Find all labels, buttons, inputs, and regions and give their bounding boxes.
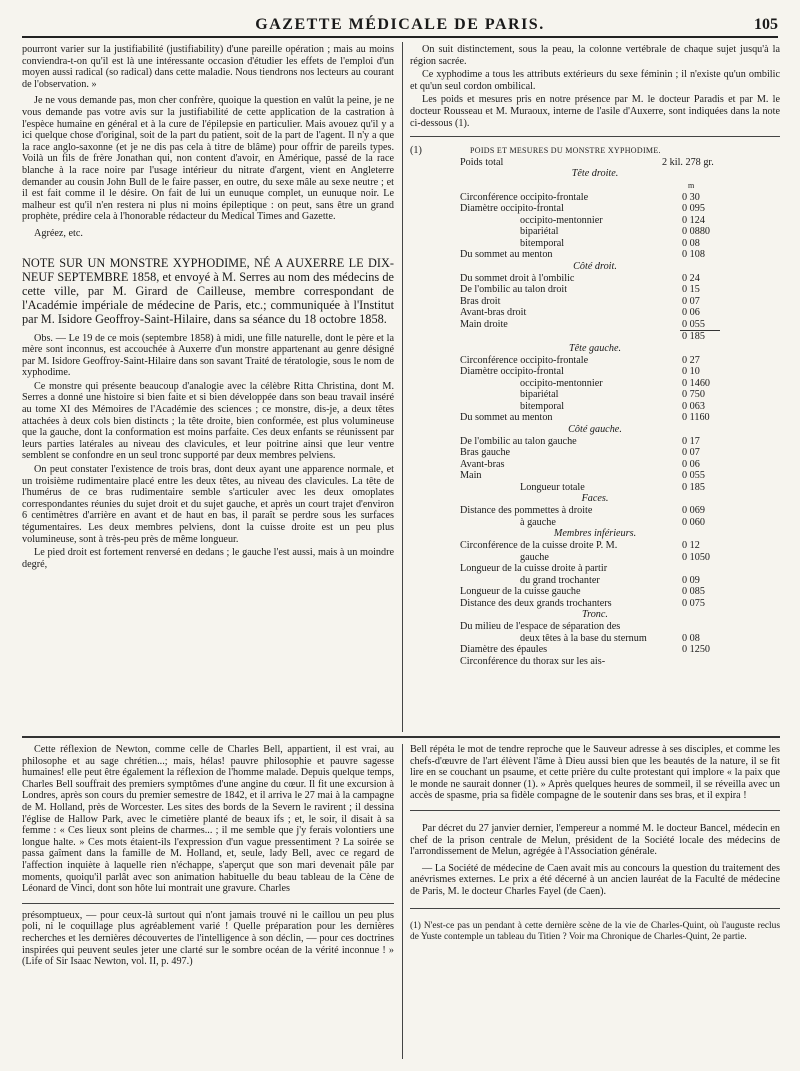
table-row xyxy=(410,389,780,401)
row-label: Diamètre des épaules xyxy=(460,644,548,655)
table-section-heading: Côté droit. xyxy=(573,260,617,272)
paragraph: Bell répéta le mot de tendre reproche que le Sauveur adresse à ses disciples, et comme les chefs-d'œuvre de l'art élèvent l'âme à Dieu aussi bien que les beautés de la nature, il se fit lire en se couchant un psaume, et cette prière du culte protestant qui implore « la paix que le monde ne saurait donner (1). » Après quelques heures de sommeil, il se réveilla avec un accès de spasme, pria sa fidèle compagne de le soutenir dans ses bras, et il expira ! xyxy=(410,744,780,802)
row-value: 0 27 xyxy=(682,354,700,366)
row-label: Longueur totale xyxy=(520,481,585,493)
table-row xyxy=(410,203,780,215)
row-label: Circonférence de la cuisse droite P. M. xyxy=(460,540,618,551)
paragraph: Ce xyphodime a tous les attributs extérieurs du sexe féminin ; il n'existe qu'un ombilic et qu'un seul cordon ombilical. xyxy=(410,69,780,92)
row-label: Poids total xyxy=(460,156,504,168)
row-value: 0 750 xyxy=(682,389,705,400)
feuilleton-right xyxy=(410,744,780,945)
row-value: 0 1050 xyxy=(682,551,711,563)
row-value: 0 06 xyxy=(682,458,700,470)
row-value: 0 124 xyxy=(682,214,705,226)
table-row xyxy=(410,517,780,529)
row-label: occipito-mentonnier xyxy=(520,377,603,389)
row-label: Longueur de la cuisse droite à partir xyxy=(460,563,608,574)
table-row xyxy=(410,192,780,204)
page-header xyxy=(22,14,778,38)
row-value: 0 1250 xyxy=(682,644,711,655)
table-row xyxy=(410,598,780,610)
row-value: 0 08 xyxy=(682,632,700,644)
right-column xyxy=(410,44,780,131)
paragraph: Les poids et mesures pris en notre présence par M. le docteur Paradis et par M. le docteur Rousseau et M. Muraoux, interne de l'asile d'Auxerre, sont indiquées dans la note ci-dessous (1). xyxy=(410,94,780,129)
row-value: 0 09 xyxy=(682,574,700,586)
paragraph: Cette réflexion de Newton, comme celle de Charles Bell, appartient, il est vrai, au philosophe et au sage chrétien...; mais, hélas! pauvre philosophie et pauvre sagesse humaines! elle peut être également la réflexion de l'homme malade. Depuis quelque temps, Charles Bell souffrait des premiers symptômes d'une angine du cœur. Il fit une excursion à Londres, après son cours du premier semestre de 1842, et il arriva le 27 mai à la campagne de M. Holland, près de Worcester. Les sites des bords de la Severn le ravirent ; il dessina l'église de Hallow Park, avec le cimetière planté de beaux ifs ; et, le soir, il disait à sa femme : « Ces lieux sont pleins de charmes... ; il me semble que j'y ferais volontiers une longue halte. » Ces mots étaient-ils l'expression d'un vague pressentiment ? La soirée se passa gaîment dans la famille de M. Holland, et, seule, lady Bell, avec ce regard de l'affection inquiète à laquelle rien n'échappe, s'aperçut que son mari devenait pâle par moments, quoiqu'il parlât avec son animation habituelle du beau tableau de la Cène de Léonard de Vinci, dont son hôte lui montrait une gravure. Charles xyxy=(22,744,394,895)
row-value: 0 08 xyxy=(682,237,700,249)
row-label: bipariétal xyxy=(520,389,559,400)
feuilleton-left xyxy=(22,744,394,970)
row-value: 0 085 xyxy=(682,586,705,597)
row-label: Distance des deux grands trochanters xyxy=(460,597,612,609)
row-value: 0 0880 xyxy=(682,226,711,237)
table-row xyxy=(410,621,780,633)
table-row xyxy=(410,447,780,459)
paragraph: Ce monstre qui présente beaucoup d'analogie avec la célèbre Ritta Christina, dont M. Serres a donné une histoire si bien faite et si bien développée dans son beau travail inséré au tome XI des Mémoires de l'Académie des sciences ; ce monstre, dis-je, a deux têtes attachées à deux cols bien distincts ; la tête droite, bien conformée, est plus volumineuse que la gauche, dont la conformation est moins parfaite. Ces deux enfants se réunissent par leurs parties latérales au niveau des clavicules, et leur poitrine ainsi que leur ventre semblent se confondre en un seul tronc supporté par deux membres pelviens. xyxy=(22,380,394,462)
row-label: Diamètre occipito-frontal xyxy=(460,203,564,214)
feuilleton-separator xyxy=(22,736,780,738)
table-row xyxy=(410,656,780,668)
row-value: 0 108 xyxy=(682,249,705,260)
row-label: Circonférence occipito-frontale xyxy=(460,354,589,366)
table-row xyxy=(410,505,780,517)
row-label: Circonférence occipito-frontale xyxy=(460,191,589,203)
table-row xyxy=(410,319,780,331)
row-value: 0 07 xyxy=(682,295,700,307)
row-value: 0 06 xyxy=(682,307,700,318)
row-value: 2 kil. 278 gr. xyxy=(662,156,714,168)
table-row xyxy=(410,575,780,587)
row-value: 0 075 xyxy=(682,597,705,609)
table-row xyxy=(410,459,780,471)
table-row xyxy=(410,482,780,494)
row-value: 0 15 xyxy=(682,284,700,295)
table-row xyxy=(410,412,780,424)
table-row xyxy=(410,273,780,285)
row-value: 0 055 xyxy=(682,318,705,330)
table-section-heading: Faces. xyxy=(581,493,609,504)
row-value: 0 055 xyxy=(682,470,705,481)
row-label: Main droite xyxy=(460,318,508,330)
table-row xyxy=(410,540,780,552)
row-label: Diamètre occipito-frontal xyxy=(460,366,564,377)
row-label: bitemporal xyxy=(520,237,565,249)
row-value: 0 17 xyxy=(682,435,700,447)
row-label: à gauche xyxy=(520,516,556,528)
table-row xyxy=(410,552,780,564)
row-label: Distance des pommettes à droite xyxy=(460,505,593,516)
row-label: Bras droit xyxy=(460,295,501,307)
row-label: Longueur de la cuisse gauche xyxy=(460,586,581,597)
table-section-heading: Tête droite. xyxy=(571,168,619,179)
row-label: Avant-bras xyxy=(460,458,505,470)
paragraph: pourront varier sur la justifiabilité (justifiability) d'une pareille opération ; mais au moins conviendra-t-on qu'il est là une intéressante occasion d'étudier les effets de l'emploi d'un moyen aussi radical (so radical) dans cette maladie. Nous tiendrons nos lecteurs au courant de l'observation. » xyxy=(22,44,394,90)
row-value: 0 10 xyxy=(682,366,700,377)
journal-title: GAZETTE MÉDICALE DE PARIS. xyxy=(255,16,545,33)
row-label: deux têtes à la base du sternum xyxy=(520,632,647,644)
row-value: 0 185 xyxy=(682,331,705,342)
left-column xyxy=(22,44,394,572)
table-total-row xyxy=(410,331,780,343)
paragraph: — La Société de médecine de Caen avait mis au concours la question du traitement des anévrismes externes. Le prix a été décerné à un ancien lauréat de la Faculté de médecine de Paris, M. le docteur Charles Fayel (de Caen). xyxy=(410,862,780,897)
table-row xyxy=(410,470,780,482)
row-value: 0 063 xyxy=(682,400,705,412)
paragraph: Je ne vous demande pas, mon cher confrère, quoique la question en valût la peine, je ne vous demande pas votre avis sur la justifiabilité de cette application de la castration à l'espèce humaine en général et à la cure de l'épilepsie en particulier. Mais avouez qu'il y a ici quelque chose d'original, soit de la part du patient, soit de la part de l'agent. Il n'y a que la race anglo-saxonne (et je ne dis pas cela à titre de blâme) pour offrir de pareils types. Voilà un fils de frère Jonathan qui, non content d'avoir, en Amérique, passé de la race blanche à la race noire par l'usage intérieur du nitrate d'argent, vient en Angleterre demander au cousin John Bull de le faire passer, en outre, du sexe mâle au sexe neutre ; et il est fait comme il le désire. On fait de lui un eunuque complet, un eunuque noir. Le malheur est qu'il n'en restera ni plus ni moins épileptique : on peut, sans être un grand prophète, prédire cela à l'honorable rédacteur du Medical Times and Gazette. xyxy=(22,95,394,223)
paragraph: On peut constater l'existence de trois bras, dont deux ayant une apparence normale, et un troisième rudimentaire placé entre les deux têtes, au niveau des clavicules. La tête de l'humérus de ce bras rudimentaire semble s'articuler avec les deux omoplates correspondantes réunies du sujet droit et du sujet gauche, et après un court trajet d'environ 6 centimètres d'arrière en avant et de haut en bas, il paraît se perdre sous les surfaces tégumentaires. Les deux membres pelviens, dont la cuisse droite est un peu plus volumineuse, sont à très-peu près de même longueur. xyxy=(22,464,394,545)
table-body xyxy=(410,168,780,667)
row-value: 0 30 xyxy=(682,191,700,203)
table-section-heading: Côté gauche. xyxy=(568,423,622,435)
table-section-heading: Tronc. xyxy=(582,609,608,620)
row-value: 0 1160 xyxy=(682,412,710,423)
table-row xyxy=(410,238,780,250)
page-number: 105 xyxy=(754,16,778,33)
paragraph: Le pied droit est fortement renversé en dedans ; le gauche l'est aussi, mais à un moindre degré, xyxy=(22,547,394,570)
row-label: Main xyxy=(460,470,482,481)
paragraph: Obs. — Le 19 de ce mois (septembre 1858) à midi, une fille naturelle, dont le père et la mère sont inconnus, est accouchée à Auxerre d'un monstre appartenant au genre désigné par M. Isidore Geoffroy-Saint-Hilaire dans son savant Traité de tératologie, sous le nom de xyphodime. xyxy=(22,332,394,379)
row-value: 0 185 xyxy=(682,481,705,493)
table-title: POIDS ET MESURES DU MONSTRE XYPHODIME. xyxy=(470,146,661,155)
table-row xyxy=(410,249,780,261)
measurements-table xyxy=(410,145,780,667)
row-value: 0 24 xyxy=(682,272,700,284)
unit-row xyxy=(410,180,780,192)
row-value: 0 095 xyxy=(682,203,705,214)
row-label: Du sommet au menton xyxy=(460,412,553,423)
table-title-row xyxy=(410,145,780,157)
row-value: 0 07 xyxy=(682,447,700,458)
unit-label: m xyxy=(688,181,695,190)
table-row xyxy=(410,436,780,448)
rule xyxy=(410,810,780,811)
column-divider xyxy=(402,42,403,732)
table-row xyxy=(410,366,780,378)
row-value: 0 12 xyxy=(682,540,700,551)
table-row xyxy=(410,157,780,169)
table-row xyxy=(410,563,780,575)
row-label: du grand trochanter xyxy=(520,574,600,586)
paragraph: On suit distinctement, sous la peau, la colonne vertébrale de chaque sujet jusqu'à la région sacrée. xyxy=(410,44,780,67)
row-value: 0 1460 xyxy=(682,377,711,389)
table-row xyxy=(410,307,780,319)
row-label: Du milieu de l'espace de séparation des xyxy=(460,621,621,632)
footnote-rule xyxy=(22,903,394,904)
footnote-rule xyxy=(410,908,780,909)
row-label: bipariétal xyxy=(520,226,559,237)
table-row xyxy=(410,633,780,645)
table-row xyxy=(410,296,780,308)
table-section-heading: Tête gauche. xyxy=(568,342,622,354)
article-title: NOTE SUR UN MONSTRE XYPHODIME, NÉ A AUXERRE LE DIX-NEUF SEPTEMBRE 1858, et envoyé à M. Serres au nom des médecins de cette ville, par M. Girard de Cailleuse, membre correspondant de l'Académie impériale de médecine de Paris, etc.; communiquée à l'Institut par M. Isidore Geoffroy-Saint-Hilaire, dans sa séance du 18 octobre 1858. xyxy=(22,255,394,327)
row-label: Circonférence du thorax sur les ais- xyxy=(460,655,606,667)
feuilleton-divider xyxy=(402,744,403,1059)
row-label: De l'ombilic au talon droit xyxy=(460,284,568,295)
table-row xyxy=(410,586,780,598)
footnote: (1) N'est-ce pas un pendant à cette dernière scène de la vie de Charles-Quint, où l'auguste reclus de Yuste contemple un tableau du Titien ? Voir ma Chronique de Charles-Quint, 2e partie. xyxy=(410,920,780,942)
table-row xyxy=(410,355,780,367)
row-label: De l'ombilic au talon gauche xyxy=(460,435,577,447)
table-row xyxy=(410,284,780,296)
table-row xyxy=(410,226,780,238)
row-value: 0 069 xyxy=(682,505,705,516)
row-label: occipito-mentonnier xyxy=(520,214,603,226)
table-section-heading: Membres inférieurs. xyxy=(553,528,637,539)
table-row xyxy=(410,378,780,390)
table-row xyxy=(410,215,780,227)
row-label: bitemporal xyxy=(520,400,565,412)
table-row xyxy=(410,401,780,413)
row-label: Du sommet droit à l'ombilic xyxy=(460,272,575,284)
row-label: gauche xyxy=(520,551,549,563)
paragraph: Par décret du 27 janvier dernier, l'empereur a nommé M. le docteur Bancel, médecin en chef de la prison centrale de Melun, président de la Société locale des médecins de l'arrondissement de Melun, agrégée à l'Association générale. xyxy=(410,822,780,858)
row-value: 0 060 xyxy=(682,516,705,528)
table-separator xyxy=(410,136,780,137)
row-label: Avant-bras droit xyxy=(460,307,527,318)
table-row xyxy=(410,644,780,656)
paragraph: Agréez, etc. xyxy=(34,227,83,239)
paragraph: présomptueux, — pour ceux-là surtout qui n'ont jamais trouvé ni le caillou un peu plus poli, ni le coquillage plus agréablement varié ! Quelle préparation pour les dernières recherches et les dernières découvertes de l'intelligence à son déclin, — pour ces doctrines inspirées qui peuvent seules jeter une clarté sur le sombre océan de la vérité inconnue ! » (Life of Sir Isaac Newton, vol. II, p. 497.) xyxy=(22,909,394,968)
row-label: Du sommet au menton xyxy=(460,249,553,260)
note-mark: (1) xyxy=(410,145,422,156)
row-label: Bras gauche xyxy=(460,447,511,458)
